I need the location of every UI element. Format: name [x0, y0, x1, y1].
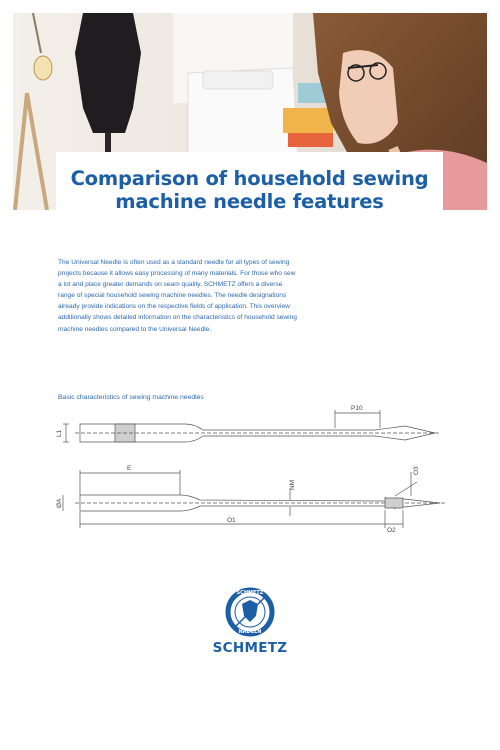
seal-text-bottom: NADELN — [238, 629, 262, 635]
diagram-caption: Basic characteristics of sewing machine needles — [58, 394, 204, 401]
label-p10: P10 — [351, 405, 363, 412]
page-title: Comparison of household sewing machine needle features — [70, 167, 429, 213]
brand-name: SCHMETZ — [212, 640, 288, 656]
label-o2: O2 — [387, 527, 396, 534]
needle-diagram — [55, 400, 450, 535]
seal-text-top: SCHMETZ — [236, 590, 264, 596]
intro-paragraph: The Universal Needle is often used as a standard needle for all types of sewing projects because it allows easy processing of many materials. For those who sew a lot and place greater demands on seam quality, SCHMETZ offers a diverse range of special household sewing machine needles. The needle designations already provide indications on the respective fields of application. This overview additionally shows detailed information on the characteristics of household sewing machine needles compared to the Universal Needle. — [58, 259, 297, 333]
label-e: E — [127, 465, 132, 472]
label-o3: O3 — [413, 466, 420, 475]
label-nm: NM — [289, 479, 296, 490]
title-box — [56, 152, 443, 228]
label-diameter-a: ØA — [56, 498, 63, 508]
label-o1: O1 — [227, 517, 236, 524]
label-l1: L1 — [56, 429, 63, 437]
